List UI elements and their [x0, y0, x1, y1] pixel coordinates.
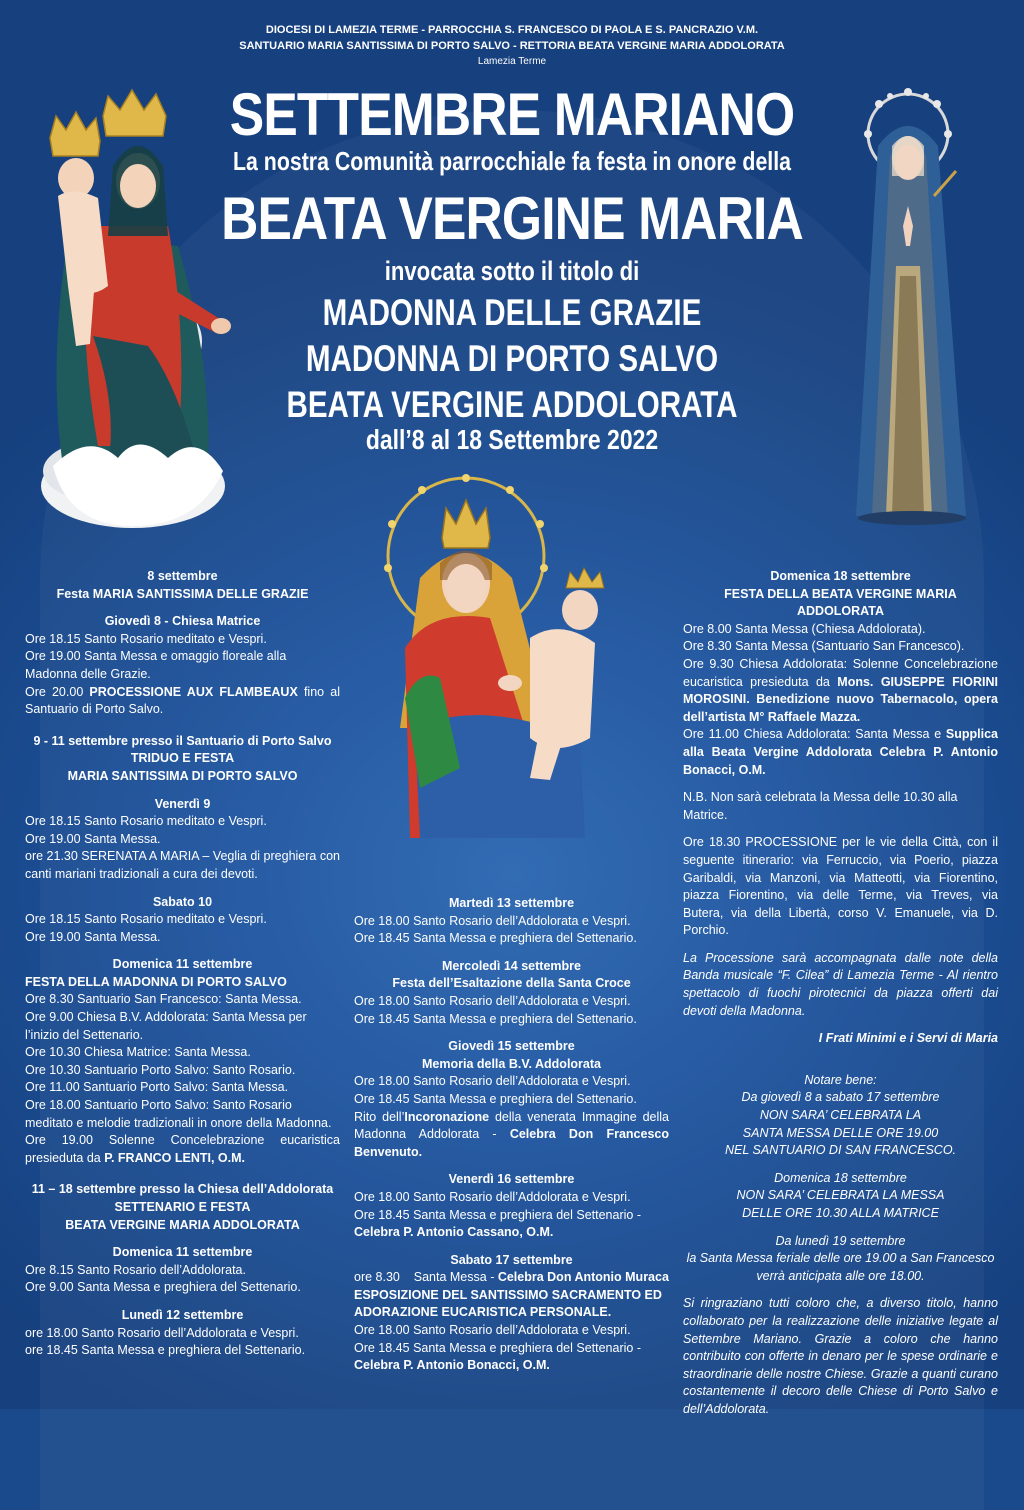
- header-line-2: SANTUARIO MARIA SANTISSIMA DI PORTO SALVO - RETTORIA BEATA VERGINE MARIA ADDOLORATA: [239, 40, 785, 52]
- schedule-line: Ore 18.45 Santa Messa e preghiera del Settenario.: [354, 931, 637, 946]
- schedule-line: Ore 18.00 Santo Rosario dell’Addolorata e Vespri.: [354, 1189, 631, 1204]
- left-column: [25, 568, 340, 1360]
- day-heading: Venerdì 9: [154, 796, 211, 811]
- signature: I Frati Minimi e i Servi di Maria: [818, 1031, 998, 1046]
- section-heading: 9 - 11 settembre presso il Santuario di Porto Salvo: [33, 733, 332, 748]
- band-note: La Processione sarà accompagnata dalle note della Banda musicale “F. Cilea” di Lamezia Terme - Al rientro spettacolo di fuochi pirotecnici da piazza offerti dai devoti della Madonna.: [683, 950, 998, 1018]
- header-line-1: DIOCESI DI LAMEZIA TERME - PARROCCHIA S. FRANCESCO DI PAOLA E S. PANCRAZIO V.M.: [265, 24, 759, 36]
- day-heading: Giovedì 15 settembre: [448, 1039, 575, 1054]
- schedule-line: Ore 10.30 Santuario Porto Salvo: Santo Rosario.: [25, 1062, 296, 1077]
- schedule-line: Ore 18.15 Santo Rosario meditato e Vespri.: [25, 631, 267, 646]
- note-line: N.B. Non sarà celebrata la Messa delle 10.30 alla Matrice.: [683, 790, 958, 822]
- schedule-line: Ore 18.00 Santo Rosario dell’Addolorata e Vespri.: [354, 993, 631, 1008]
- schedule-line: Ore 19.00 Santa Messa.: [25, 929, 161, 944]
- notice-line: la Santa Messa feriale delle ore 19.00 a San Francesco: [686, 1251, 995, 1266]
- notice-line: Da giovedì 8 a sabato 17 settembre: [741, 1090, 940, 1105]
- notice-line: NON SARA’ CELEBRATA LA: [759, 1108, 922, 1123]
- schedule-line: Ore 8.30 Santuario San Francesco: Santa Messa.: [25, 992, 302, 1007]
- section-heading: MARIA SANTISSIMA DI PORTO SALVO: [67, 768, 298, 783]
- title-dates: dall’8 al 18 Settembre 2022: [365, 424, 659, 455]
- adoration-line: ESPOSIZIONE DEL SANTISSIMO SACRAMENTO ED ADORAZIONE EUCARISTICA PERSONALE.: [354, 1287, 662, 1320]
- section-heading: 8 settembre: [147, 569, 218, 583]
- procession-itinerary: Ore 18.30 PROCESSIONE per le vie della Città, con il seguente itinerario: via Ferruccio, via Poerio, piazza Garibaldi, via Manzoni, via Matteotti, via Fiorentino, piazza Fiorentino, via delle Terme, via Treves, via Butera, via della Libertà, corso V. Emanuele, via D. Porchio.: [683, 835, 998, 938]
- schedule-line: Ore 18.15 Santo Rosario meditato e Vespri.: [25, 912, 267, 927]
- day-subheading: Memoria della B.V. Addolorata: [422, 1056, 601, 1071]
- schedule-line: Ore 20.00 PROCESSIONE AUX FLAMBEAUX fino al Santuario di Porto Salvo.: [25, 684, 340, 717]
- feast-heading: FESTA DELLA MADONNA DI PORTO SALVO: [25, 974, 287, 989]
- notice-line: NEL SANTUARIO DI SAN FRANCESCO.: [724, 1143, 957, 1158]
- schedule-line: Ore 18.00 Santo Rosario dell’Addolorata e Vespri.: [354, 913, 631, 928]
- title-beata-vergine: BEATA VERGINE MARIA: [221, 185, 803, 252]
- section-heading: 11 – 18 settembre presso la Chiesa dell’Addolorata: [31, 1182, 334, 1197]
- section-heading: SETTENARIO E FESTA: [114, 1200, 251, 1214]
- notice-line: NON SARA’ CELEBRATA LA MESSA: [736, 1188, 945, 1203]
- section-heading: TRIDUO E FESTA: [130, 751, 235, 766]
- notice-line: Domenica 18 settembre: [774, 1170, 907, 1185]
- schedule-line: Ore 18.00 Santo Rosario dell’Addolorata e Vespri.: [354, 1323, 631, 1338]
- day-heading: Lunedì 12 settembre: [121, 1307, 244, 1322]
- section-heading: Festa MARIA SANTISSIMA DELLE GRAZIE: [56, 586, 309, 601]
- schedule-line: Ore 11.00 Santuario Porto Salvo: Santa Messa.: [25, 1080, 289, 1095]
- subtitle-community: La nostra Comunità parrocchiale fa festa in onore della: [232, 146, 792, 176]
- day-heading: Sabato 17 settembre: [450, 1252, 573, 1267]
- schedule-line: Ore 8.15 Santo Rosario dell’Addolorata.: [25, 1262, 246, 1277]
- addolorata-statue: [848, 86, 980, 526]
- schedule-line: Ore 18.45 Santa Messa e preghiera del Settenario.: [354, 1091, 637, 1106]
- schedule-line: Ore 19.00 Santa Messa.: [25, 831, 161, 846]
- schedule-line: Ore 8.00 Santa Messa (Chiesa Addolorata).: [683, 621, 926, 636]
- header: [0, 22, 1024, 70]
- section-heading: BEATA VERGINE MARIA ADDOLORATA: [65, 1217, 300, 1232]
- right-column: [683, 568, 998, 1419]
- schedule-line: Ore 19.00 Solenne Concelebrazione eucaristica presieduta da P. FRANCO LENTI, O.M.: [25, 1133, 340, 1165]
- title-madonna-porto-salvo: MADONNA DI PORTO SALVO: [305, 338, 719, 379]
- day-heading: Domenica 11 settembre: [112, 957, 253, 972]
- schedule-line: ore 18.45 Santa Messa e preghiera del Settenario.: [25, 1343, 306, 1358]
- day-heading: Giovedì 8 - Chiesa Matrice: [104, 614, 261, 629]
- day-subheading: Festa dell’Esaltazione della Santa Croce: [392, 976, 631, 991]
- schedule-line: Ore 18.45 Santa Messa e preghiera del Settenario -: [354, 1207, 641, 1222]
- schedule-line: Ore 18.45 Santa Messa e preghiera del Settenario.: [354, 1011, 637, 1026]
- schedule-line: ore 8.30 Santa Messa - Celebra Don Antonio Muraca: [354, 1270, 669, 1285]
- day-heading: Venerdì 16 settembre: [448, 1172, 575, 1187]
- schedule-line: Ore 18.45 Santa Messa e preghiera del Settenario -: [354, 1340, 641, 1355]
- notice-line: Notare bene:: [804, 1072, 877, 1087]
- title-addolorata: BEATA VERGINE ADDOLORATA: [286, 384, 738, 425]
- schedule-line: Ore 18.00 Santuario Porto Salvo: Santo Rosario meditato e melodie tradizionali in onore della Madonna.: [25, 1098, 332, 1130]
- schedule-line: Ore 9.30 Chiesa Addolorata: Solenne Concelebrazione eucaristica presieduta da Mons. GIUSEPPE FIORINI MOROSINI. Benedizione nuovo Tabernacolo, opera dell’artista M° Raffaele Mazza.: [683, 656, 998, 724]
- notice-line: SANTA MESSA DELLE ORE 19.00: [742, 1125, 939, 1140]
- notice-line: verrà anticipata alle ore 18.00.: [756, 1268, 925, 1283]
- madonna-porto-salvo-statue: [380, 468, 612, 843]
- main-title: SETTEMBRE MARIANO: [229, 81, 795, 148]
- schedule-line: Ore 18.00 Santo Rosario dell’Addolorata e Vespri.: [354, 1074, 631, 1089]
- celebrant-line: Celebra P. Antonio Cassano, O.M.: [354, 1225, 554, 1240]
- schedule-line: Ore 19.00 Santa Messa e omaggio floreale alla Madonna delle Grazie.: [25, 649, 287, 681]
- day-heading: Martedì 13 settembre: [448, 896, 575, 910]
- day-heading: Domenica 11 settembre: [112, 1245, 253, 1260]
- title-madonna-grazie: MADONNA DELLE GRAZIE: [322, 292, 702, 333]
- schedule-line: Rito dell’Incoronazione della venerata Immagine della Madonna Addolorata - Celebra Don Francesco Benvenuto.: [354, 1109, 669, 1159]
- schedule-line: Ore 9.00 Chiesa B.V. Addolorata: Santa Messa per l’inizio del Settenario.: [25, 1010, 307, 1042]
- celebrant-line: Celebra P. Antonio Bonacci, O.M.: [354, 1358, 550, 1373]
- header-line-3: Lamezia Terme: [477, 56, 547, 67]
- feast-heading: FESTA DELLA BEATA VERGINE MARIA ADDOLORATA: [724, 586, 957, 619]
- center-column: [354, 895, 669, 1375]
- day-heading: Domenica 18 settembre: [770, 569, 911, 583]
- notice-line: DELLE ORE 10.30 ALLA MATRICE: [742, 1206, 939, 1220]
- schedule-line: ore 21.30 SERENATA A MARIA – Veglia di preghiera con canti mariani tradizionali a cura dei devoti.: [25, 849, 340, 881]
- schedule-line: Ore 18.15 Santo Rosario meditato e Vespri.: [25, 814, 267, 829]
- notice-line: Da lunedì 19 settembre: [775, 1233, 906, 1248]
- day-heading: Sabato 10: [152, 894, 213, 909]
- schedule-line: Ore 11.00 Chiesa Addolorata: Santa Messa e Supplica alla Beata Vergine Addolorata Celebra P. Antonio Bonacci, O.M.: [683, 727, 998, 777]
- schedule-line: ore 18.00 Santo Rosario dell’Addolorata e Vespri.: [25, 1325, 299, 1340]
- madonna-delle-grazie-statue: [28, 86, 233, 531]
- day-heading: Mercoledì 14 settembre: [442, 958, 581, 973]
- schedule-line: Ore 10.30 Chiesa Matrice: Santa Messa.: [25, 1045, 251, 1060]
- schedule-line: Ore 8.30 Santa Messa (Santuario San Francesco).: [683, 639, 965, 654]
- schedule-line: Ore 9.00 Santa Messa e preghiera del Settenario.: [25, 1280, 301, 1295]
- subtitle-invocata: invocata sotto il titolo di: [384, 256, 640, 286]
- thanks-paragraph: Si ringraziano tutti coloro che, a diverso titolo, hanno collaborato per la realizzazione delle iniziative legate al Settembre Mariano. Grazie a coloro che hanno contribuito con offerte in denaro per le spese ordinarie e straordinarie delle nostre Chiese. Grazie a quanti curano costantemente il decoro delle Chiese di Porto Salvo e dell’Addolorata.: [683, 1296, 998, 1416]
